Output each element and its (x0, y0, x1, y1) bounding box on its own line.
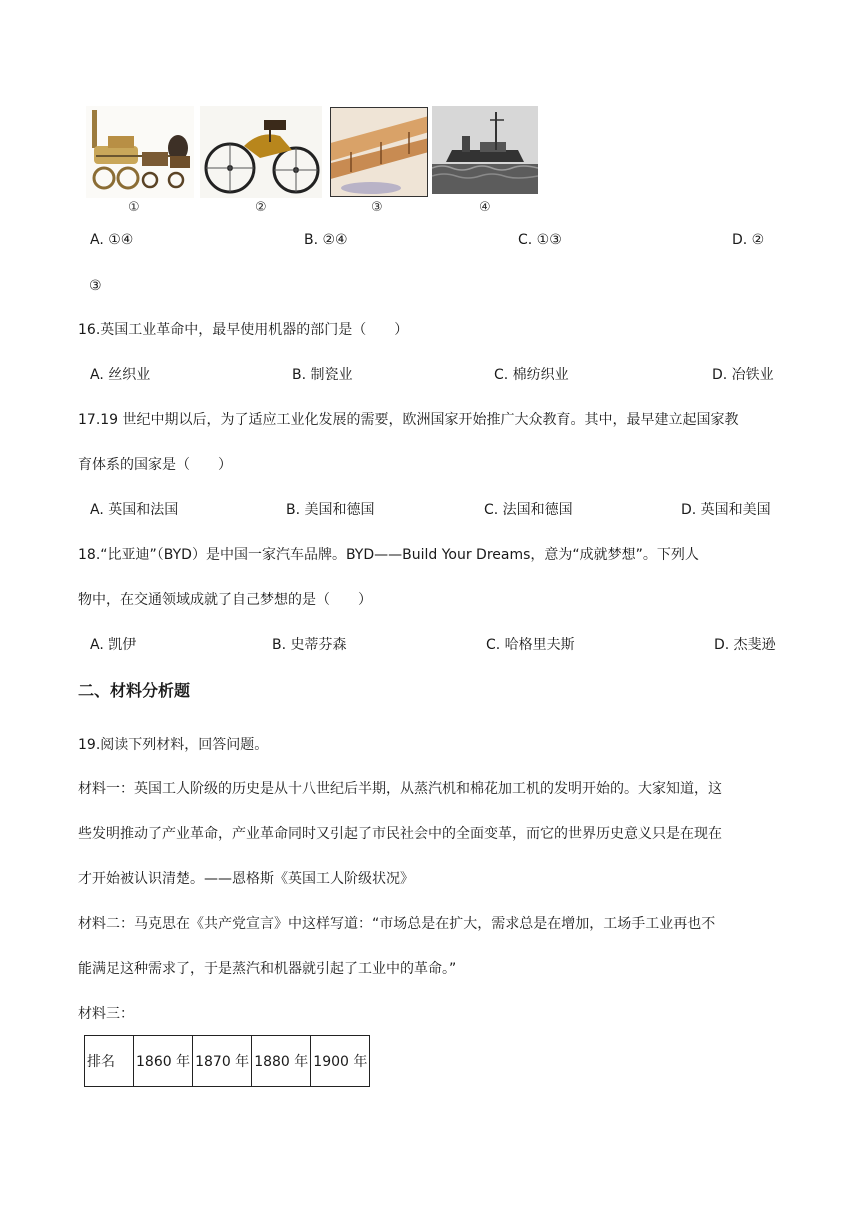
q17-option-b[interactable]: B. 美国和德国 (286, 502, 375, 518)
table-header-row (85, 1036, 370, 1087)
q19-material2-line2: 能满足这种需求了，于是蒸汽和机器就引起了工业中的革命。” (78, 961, 457, 977)
table-header-cell: 排名 (85, 1036, 134, 1087)
q16-option-b[interactable]: B. 制瓷业 (292, 367, 353, 383)
q15-option-d-wrap: ③ (89, 278, 102, 294)
picture-label-4: ④ (479, 200, 491, 215)
steamship-picture (432, 106, 538, 194)
q19-material3-label: 材料三： (78, 1006, 134, 1022)
q18-stem-line1: 18.“比亚迪”（BYD）是中国一家汽车品牌。BYD——Build Your Dreams，意为“成就梦想”。下列人 (78, 547, 699, 563)
q16-option-a[interactable]: A. 丝织业 (90, 367, 151, 383)
q19-material1-line1: 材料一：英国工人阶级的历史是从十八世纪后半期，从蒸汽机和棉花加工机的发明开始的。大家知道，这 (78, 781, 722, 797)
ranking-table (84, 1035, 370, 1087)
section-title: 二、材料分析题 (78, 681, 191, 700)
q15-option-b[interactable]: B. ②④ (304, 232, 348, 248)
table-header-cell: 1860 年 (134, 1036, 193, 1087)
q17-stem-line2: 育体系的国家是（ ） (78, 457, 232, 473)
q16-option-d[interactable]: D. 冶铁业 (712, 367, 774, 383)
q15-option-d[interactable]: D. ② (732, 232, 765, 248)
table-header-cell: 1870 年 (193, 1036, 252, 1087)
locomotive-picture (86, 106, 194, 198)
q16-option-c[interactable]: C. 棉纺织业 (494, 367, 569, 383)
q17-stem-line1: 17.19 世纪中期以后，为了适应工业化发展的需要，欧洲国家开始推广大众教育。其中，最早建立起国家教 (78, 412, 739, 428)
q15-option-c[interactable]: C. ①③ (518, 232, 562, 248)
q17-option-d[interactable]: D. 英国和美国 (681, 502, 771, 518)
q19-material1-line3: 才开始被认识清楚。——恩格斯《英国工人阶级状况》 (78, 871, 414, 887)
picture-label-2: ② (255, 200, 267, 215)
picture-label-1: ① (128, 200, 140, 215)
q18-option-b[interactable]: B. 史蒂芬森 (272, 637, 347, 653)
q19-material2-line1: 材料二：马克思在《共产党宣言》中这样写道：“市场总是在扩大，需求总是在增加，工场手工业再也不 (78, 916, 716, 932)
wright-flyer-picture (330, 107, 428, 197)
q18-option-d[interactable]: D. 杰斐逊 (714, 637, 776, 653)
q19-material1-line2: 些发明推动了产业革命，产业革命同时又引起了市民社会中的全面变革，而它的世界历史意义只是在现在 (78, 826, 722, 842)
q18-option-c[interactable]: C. 哈格里夫斯 (486, 637, 575, 653)
table-header-cell: 1880 年 (252, 1036, 311, 1087)
picture-label-3: ③ (371, 200, 383, 215)
benz-car-picture (200, 106, 322, 198)
q15-option-a[interactable]: A. ①④ (90, 232, 134, 248)
q16-stem: 16.英国工业革命中，最早使用机器的部门是（ ） (78, 322, 409, 338)
q17-option-c[interactable]: C. 法国和德国 (484, 502, 573, 518)
q18-stem-line2: 物中，在交通领域成就了自己梦想的是（ ） (78, 592, 372, 608)
q18-option-a[interactable]: A. 凯伊 (90, 637, 137, 653)
q19-stem: 19.阅读下列材料，回答问题。 (78, 737, 269, 753)
table-header-cell: 1900 年 (311, 1036, 370, 1087)
q17-option-a[interactable]: A. 英国和法国 (90, 502, 179, 518)
